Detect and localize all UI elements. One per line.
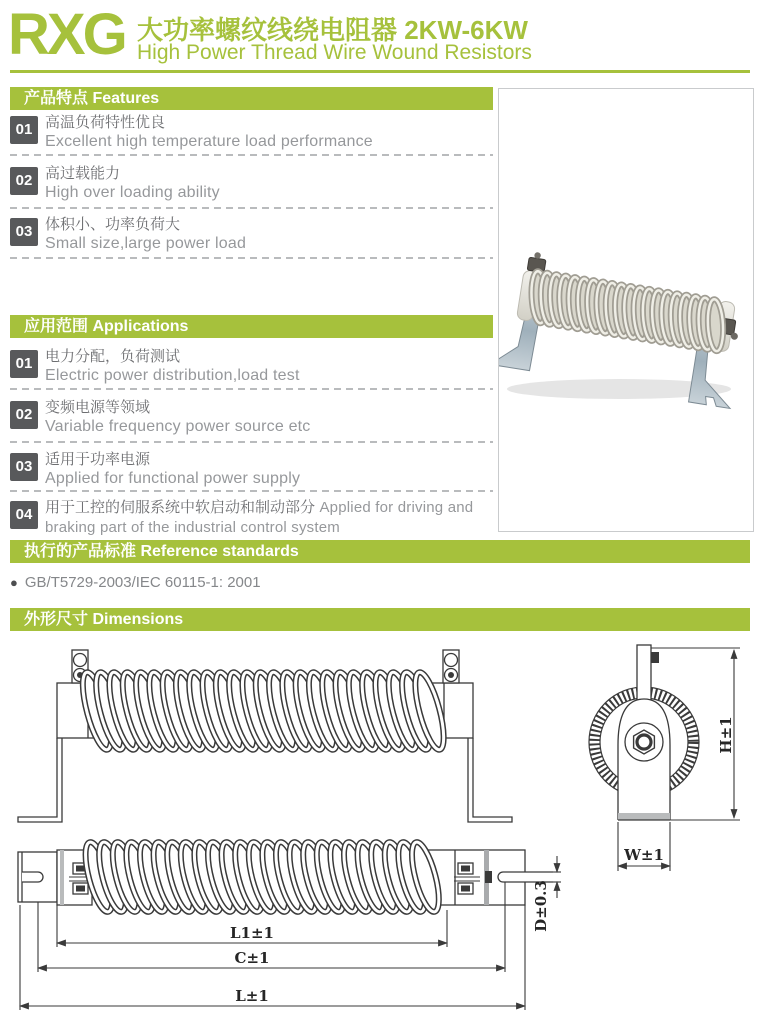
item-number-badge: 01 [10,116,38,144]
dimension-drawings [0,636,760,1021]
dim-label-d: D±0.3 [532,880,550,932]
section-heading-features: 产品特点 Features [10,87,493,110]
application-text-en: Electric power distribution,load test [45,367,300,384]
product-photo [498,88,754,532]
header-rule [10,70,750,73]
front-view-drawing [18,650,512,822]
divider [10,388,493,390]
divider [10,257,493,259]
page-title-cn: 大功率螺纹线绕电阻器 2KW-6KW [137,15,528,45]
divider [10,154,493,156]
item-number-badge: 03 [10,218,38,246]
feature-item [10,164,493,203]
brand-logo: RXG [8,2,125,67]
application-text-en: Applied for functional power supply [45,470,301,487]
feature-item [10,215,493,254]
application-item [10,398,493,437]
section-heading-applications: 应用范围 Applications [10,315,493,338]
application-text-cn: 变频电源等领域 [45,399,151,416]
side-view-drawing [589,645,740,871]
feature-text-en: Excellent high temperature load performance [45,133,373,150]
divider [10,490,493,492]
dim-label-l1: L1±1 [230,924,274,942]
section-heading-standards: 执行的产品标准 Reference standards [10,540,750,563]
dim-label-l: L±1 [235,987,269,1005]
application-text-cn: 用于工控的伺服系统中软启动和制动部分 [45,499,316,516]
top-view-drawing [18,840,553,915]
section-heading-dimensions: 外形尺寸 Dimensions [10,608,750,631]
bullet-icon: ● [10,575,18,590]
item-number-badge: 02 [10,167,38,195]
application-item [10,450,493,489]
feature-text-cn: 高温负荷特性优良 [45,114,166,131]
dim-label-c: C±1 [234,949,270,967]
application-text-en: Variable frequency power source etc [45,418,311,435]
divider [10,207,493,209]
divider [10,441,493,443]
item-number-badge: 01 [10,350,38,378]
item-number-badge: 04 [10,501,38,529]
feature-item [10,113,493,152]
dim-label-h: H±1 [717,716,735,754]
application-item [10,347,493,386]
item-number-badge: 03 [10,453,38,481]
feature-text-en: High over loading ability [45,184,220,201]
standard-item [10,574,261,591]
page-title-en: High Power Thread Wire Wound Resistors [137,41,532,64]
feature-text-cn: 高过载能力 [45,165,121,182]
dim-label-w: W±1 [624,846,664,864]
application-text-cn: 电力分配，负荷测试 [45,348,181,365]
application-item [10,498,493,538]
standard-text: GB/T5729-2003/IEC 60115-1: 2001 [24,574,261,591]
feature-text-cn: 体积小、功率负荷大 [45,216,181,233]
application-text-cn: 适用于功率电源 [45,451,151,468]
feature-text-en: Small size,large power load [45,235,247,252]
application-text-en: Applied for driving and braking part of the industrial control system [45,499,474,536]
resistor-photo-illustration [499,89,753,531]
item-number-badge: 02 [10,401,38,429]
